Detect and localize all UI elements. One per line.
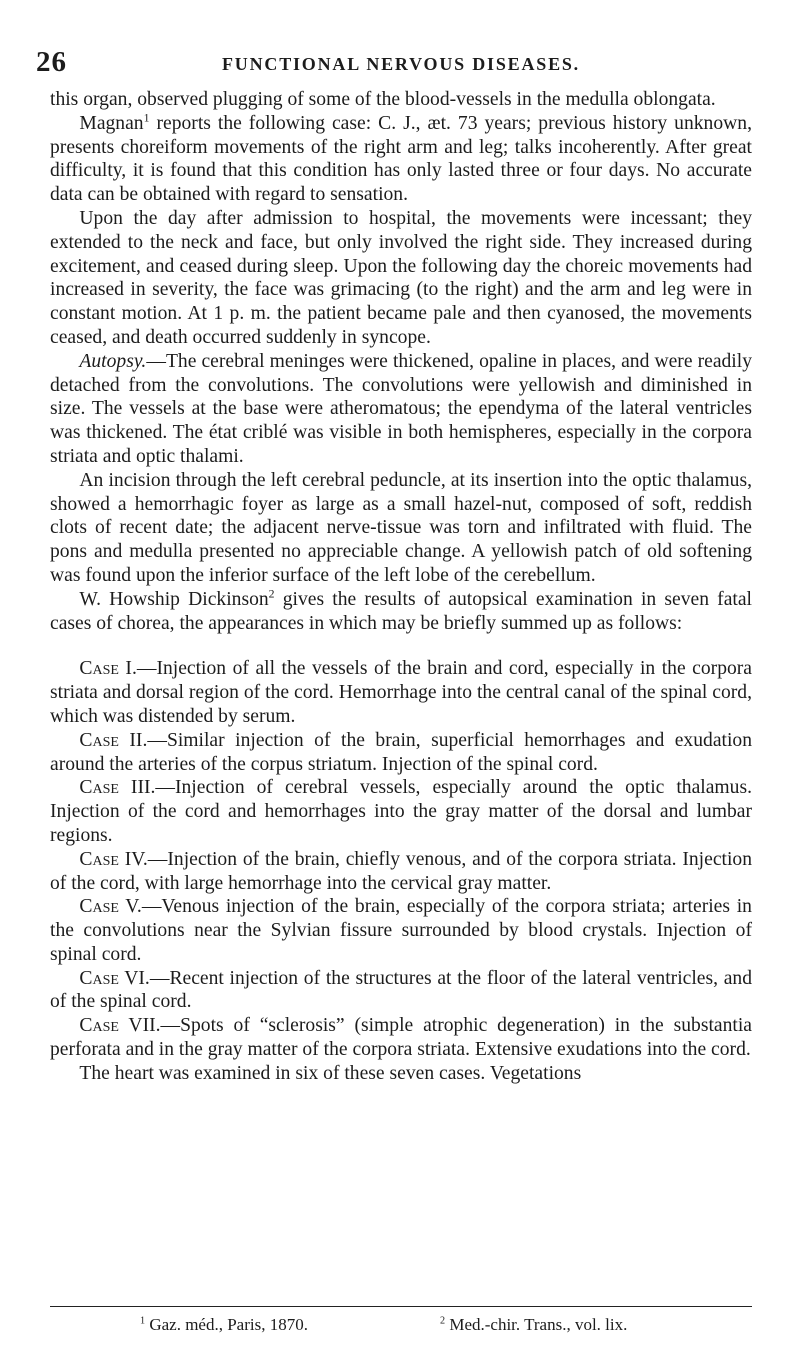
footnote-ref-1: 1 [143, 111, 150, 125]
paragraph-continuation: this organ, observed plugging of some of the blood-vessels in the medulla oblongata. [50, 89, 716, 110]
page-number: 26 [36, 46, 67, 78]
paragraph-course: Upon the day after admission to hospital, the movements were incessant; they extended to the neck and face, but only involved the right side. They increased during excitement, and ceased during sleep. Upon the following day the choreic movements had increased in severity, the face was grimacing (to the right) and the arm and leg were in constant motion. At 1 p. m. the patient became pale and then cyanosed, the movements ceased, and death occurred suddenly in syncope. [50, 207, 752, 348]
case-label: Case IV. [79, 848, 148, 870]
author-name: W. Howship Dickinson [79, 588, 269, 610]
running-head: FUNCTIONAL NERVOUS DISEASES. [222, 54, 580, 74]
paragraph-incision: An incision through the left cerebral peduncle, at its insertion into the optic thalamus, showed a hemorrhagic foyer as large as a small hazel-nut, composed of soft, reddish clots of recent date; the adjacent nerve-tissue was torn and infiltrated with fluid. The pons and medulla presented no appreciable change. A yellowish patch of old softening was found upon the inferior surface of the left lobe of the cerebellum. [50, 469, 752, 586]
case-label: Case VII. [79, 1015, 161, 1037]
case-text: —Similar injection of the brain, superficial hemorrhages and exudation around the arteries of the corpus striatum. Injection of the spinal cord. [50, 729, 752, 775]
footnote-ref-2: 2 [268, 587, 275, 601]
paragraph-magnan [50, 112, 752, 207]
footnote-text: Gaz. méd., Paris, 1870. [145, 1315, 308, 1334]
case-label: Case III. [79, 777, 156, 799]
paragraph-dickinson [50, 588, 752, 636]
page-header [36, 46, 752, 78]
case-7 [50, 1014, 752, 1062]
page-body [36, 46, 753, 1086]
case-5 [50, 895, 752, 966]
case-label: Case II. [79, 729, 148, 751]
footnote-2 [440, 1314, 627, 1336]
case-6 [50, 967, 752, 1015]
case-label: Case VI. [79, 967, 150, 989]
case-text: —Venous injection of the brain, especially of the corpora striata; arteries in the convolutions near the Sylvian fissure surrounded by blood crystals. Injection of spinal cord. [50, 896, 752, 965]
paragraph-text: —The cerebral meninges were thickened, opaline in places, and were readily detached from the convolutions. The convolutions were yellowish and diminished in size. The vessels at the base were atheromatous; the ependyma of the lateral ventricles was thickened. The état criblé was visible in both hemispheres, especially in the corpora striata and optic thalami. [50, 350, 752, 467]
paragraph-text: reports the following case: C. J., æt. 73 years; previous history unknown, presents choreiform movements of the right arm and leg; talks incoherently. After great difficulty, it is found that this condition has only lasted three or four days. No accurate data can be obtained with regard to sensation. [50, 112, 752, 206]
case-text: —Injection of the brain, chiefly venous, and of the corpora striata. Injection of the cord, with large hemorrhage into the cervical gray matter. [50, 848, 753, 894]
paragraph-text: gives the results of autopsical examination in seven fatal cases of chorea, the appearances in which may be briefly summed up as follows: [50, 588, 752, 634]
author-name: Magnan [79, 112, 144, 134]
case-2 [50, 729, 752, 777]
paragraph-autopsy [50, 350, 752, 469]
case-text: —Spots of “sclerosis” (simple atrophic degeneration) in the substantia perforata and in the gray matter of the corpora striata. Extensive exudations into the cord. [50, 1015, 752, 1061]
footnote-mark: 2 [440, 1315, 446, 1327]
footnote-1 [140, 1314, 308, 1336]
case-text: —Injection of all the vessels of the brain and cord, especially in the corpora striata and dorsal region of the cord. Hemorrhage into the central canal of the spinal cord, which was distended by serum. [50, 658, 753, 727]
case-label: Case V. [79, 896, 142, 918]
paragraph-closing: The heart was examined in six of these seven cases. Vegetations [79, 1062, 582, 1084]
footnote-rule [50, 1306, 752, 1307]
case-3 [50, 776, 752, 847]
footnote-mark: 1 [140, 1315, 146, 1327]
footnote-text: Med.-chir. Trans., vol. lix. [445, 1315, 628, 1334]
case-1 [50, 657, 752, 728]
body-text [50, 88, 752, 1086]
case-4 [50, 848, 752, 896]
autopsy-heading: Autopsy. [79, 350, 147, 372]
case-label: Case I. [79, 658, 137, 680]
case-text: —Injection of cerebral vessels, especially around the optic thalamus. Injection of the cord and hemorrhages into the gray matter of the dorsal and lumbar regions. [50, 777, 752, 846]
case-text: —Recent injection of the structures at the floor of the lateral ventricles, and of the spinal cord. [50, 967, 752, 1013]
